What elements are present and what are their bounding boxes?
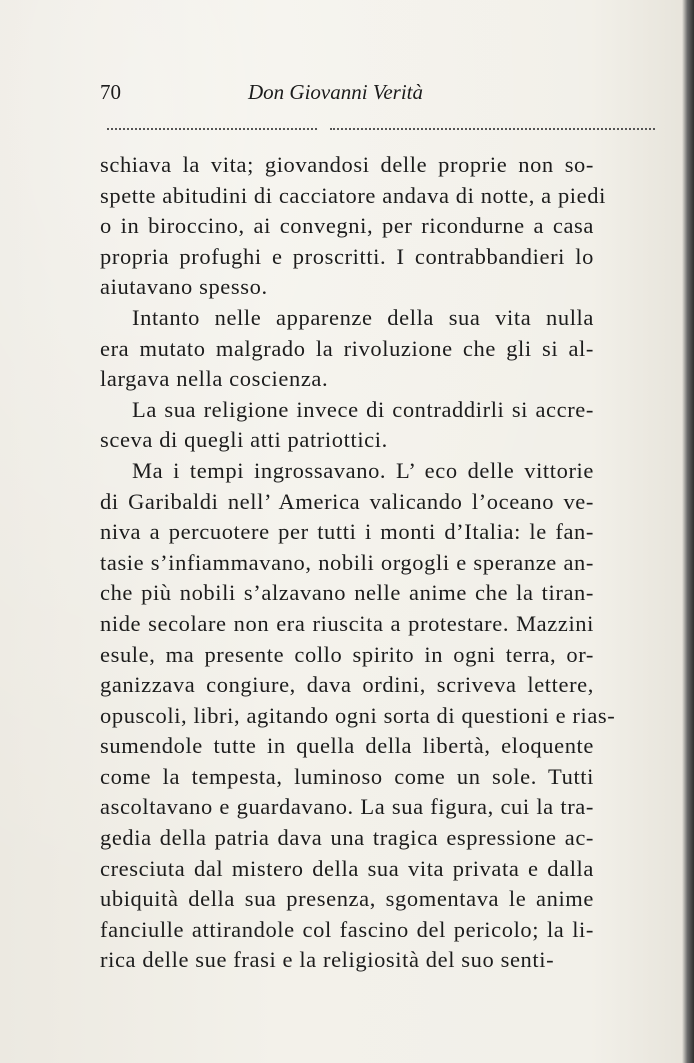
text-line: aiutavano spesso.: [100, 274, 268, 300]
text-line: tasie s’infiammavano, nobili orgogli e speranze an-: [100, 549, 594, 575]
text-line: di Garibaldi nell’ America valicando l’oceano ve-: [100, 488, 594, 514]
text-line: ganizzava congiure, dava ordini, scriveva lettere,: [100, 672, 594, 698]
text-line: gedia della patria dava una tragica espressione ac-: [100, 825, 594, 851]
text-line: fanciulle attirandole col fascino del pericolo; la li-: [100, 916, 594, 942]
text-line: ubiquità della sua presenza, sgomentava le anime: [100, 886, 594, 912]
text-line: sceva di quegli atti patriottici.: [100, 427, 388, 453]
text-line: era mutato malgrado la rivoluzione che gli si al-: [100, 335, 594, 361]
text-line: esule, ma presente collo spirito in ogni terra, or-: [100, 641, 594, 667]
text-line: propria profughi e proscritti. I contrabbandieri lo: [100, 243, 594, 269]
text-line: Intanto nelle apparenze della sua vita nulla: [132, 304, 594, 330]
text-line: ascoltavano e guardavano. La sua figura, cui la tra-: [100, 794, 594, 820]
text-line: schiava la vita; giovandosi delle proprie non so-: [100, 152, 594, 177]
text-line: niva a percuotere per tutti i monti d’Italia: le fan-: [100, 519, 594, 545]
text-line: opuscoli, libri, agitando ogni sorta di questioni e rias-: [100, 702, 616, 728]
text-line: sumendole tutte in quella della libertà, eloquente: [100, 733, 594, 759]
text-line: cresciuta dal mistero della sua vita privata e dalla: [100, 855, 594, 881]
text-line: o in biroccino, ai convegni, per ricondurne a casa: [100, 213, 594, 239]
text-line: che più nobili s’alzavano nelle anime che la tiran-: [100, 580, 594, 606]
header-rule-right: [330, 128, 655, 130]
page-header: [100, 80, 655, 110]
text-line: rica delle sue frasi e la religiosità del suo senti-: [100, 947, 555, 973]
text-line: spette abitudini di cacciatore andava di notte, a piedi: [100, 182, 606, 208]
page-edge-shadow: [682, 0, 694, 1063]
text-line: Ma i tempi ingrossavano. L’ eco delle vittorie: [132, 457, 594, 483]
text-line: nide secolare non era riuscita a protestare. Mazzini: [100, 610, 594, 636]
text-line: La sua religione invece di contraddirli si accre-: [132, 396, 594, 422]
text-line: come la tempesta, luminoso come un sole. Tutti: [100, 763, 594, 789]
text-line: largava nella coscienza.: [100, 366, 329, 392]
page-number: 70: [100, 80, 121, 104]
running-title: Don Giovanni Verità: [248, 80, 423, 104]
body-text: [100, 150, 616, 976]
header-rule-left: [107, 128, 317, 130]
